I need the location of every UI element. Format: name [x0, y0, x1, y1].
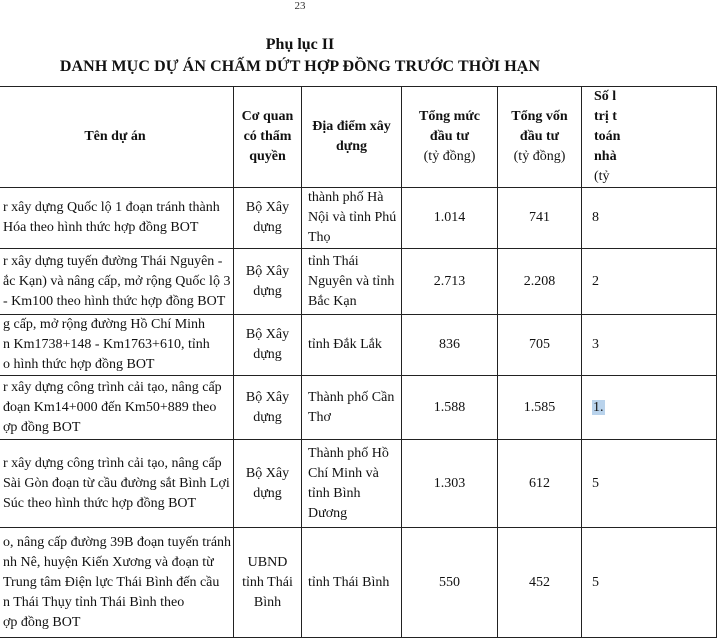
text-line: o, nâng cấp đường 39B đoạn tuyến tránh: [3, 534, 232, 550]
cell-last: [582, 249, 717, 315]
text-line: Hóa theo hình thức hợp đồng BOT: [3, 220, 199, 235]
text-line: n Thái Thụy tỉnh Thái Bình theo: [3, 594, 185, 610]
cell-location: [302, 528, 402, 638]
table-row: [0, 315, 717, 376]
text-line: Bộ Xây: [245, 327, 290, 342]
header-project-name: [0, 87, 234, 188]
document-title: DANH MỤC DỰ ÁN CHẤM DỨT HỢP ĐỒNG TRƯỚC THỜI HẠN: [59, 58, 541, 75]
cell-total-capital: 612: [498, 440, 582, 528]
cell-location: [302, 440, 402, 528]
text-line: tỉnh Thái: [308, 253, 359, 269]
header-text: dựng: [336, 139, 367, 154]
text-line: o hình thức hợp đồng BOT: [3, 357, 155, 372]
cell-last: [582, 315, 717, 376]
text-line: Chí Minh và: [308, 465, 379, 481]
header-text: đầu tư: [429, 129, 470, 144]
text-line: ắc Kạn) và nâng cấp, mở rộng Quốc lộ 3: [3, 273, 231, 289]
table-row: [0, 440, 717, 528]
text-line: Trung tâm Điện lực Thái Bình đến cầu: [3, 574, 220, 590]
header-text: quyền: [249, 149, 286, 164]
cell-total-capital: 452: [498, 528, 582, 638]
cell-total-investment: 1.014: [402, 188, 498, 249]
text-line: tỉnh Thái: [242, 574, 293, 590]
text-line: Bộ Xây: [245, 389, 290, 405]
text-line: nh Nê, huyện Kiến Xương và đoạn từ: [3, 554, 214, 570]
text-line: đoạn Km14+000 đến Km50+889 theo: [3, 399, 217, 415]
cell-authority: [234, 440, 302, 528]
header-text: đầu tư: [519, 129, 560, 144]
text-line: Bộ Xây: [245, 263, 290, 279]
cell-total-investment: 2.713: [402, 249, 498, 315]
header-text: Địa điểm xây: [312, 119, 391, 134]
text-line: dựng: [253, 220, 282, 235]
table-row: [0, 528, 717, 638]
cell-location: [302, 249, 402, 315]
text-line: Súc theo hình thức hợp đồng BOT: [3, 495, 197, 511]
cell-total-capital: 741: [498, 188, 582, 249]
text-line: tỉnh Bình: [308, 485, 361, 501]
header-project-name-text: Tên dự án: [84, 129, 146, 144]
cell-total-capital: 705: [498, 315, 582, 376]
text-line: r xây dựng tuyến đường Thái Nguyên -: [3, 253, 223, 269]
cell-location: [302, 315, 402, 376]
text-line: Thọ: [308, 230, 331, 245]
cell-total-investment: 1.588: [402, 376, 498, 440]
highlighted-value: 1.: [593, 399, 604, 415]
text-line: 5: [592, 574, 599, 590]
text-line: Bình: [253, 594, 282, 610]
header-text: Tổng vốn: [511, 109, 568, 124]
text-line: Thành phố Cần: [308, 389, 395, 405]
header-text: (tỷ: [594, 169, 610, 184]
table-row: [0, 188, 717, 249]
text-line: Dương: [308, 505, 348, 521]
text-line: r xây dựng công trình cải tạo, nâng cấp: [3, 379, 222, 395]
table-row: [0, 249, 717, 315]
header-location: [302, 87, 402, 188]
text-line: Bộ Xây: [245, 465, 290, 481]
cell-project-name: [0, 315, 234, 376]
text-line: 3: [592, 337, 599, 352]
text-line: 5: [592, 475, 599, 491]
header-text: toán: [594, 129, 621, 144]
cell-last: [582, 376, 717, 440]
cell-total-capital: 1.585: [498, 376, 582, 440]
header-text: nhà: [594, 149, 617, 164]
text-line: g cấp, mở rộng đường Hồ Chí Minh: [3, 317, 206, 332]
cell-project-name: [0, 440, 234, 528]
cell-authority: [234, 528, 302, 638]
cell-total-investment: 1.303: [402, 440, 498, 528]
text-line: Sài Gòn đoạn từ cầu đường sắt Bình Lợi: [3, 475, 230, 491]
text-line: tỉnh Thái Bình: [308, 574, 390, 590]
cell-last: [582, 528, 717, 638]
appendix-label: Phụ lục II: [265, 36, 335, 53]
text-line: Bắc Kạn: [308, 293, 357, 309]
text-line: 8: [592, 210, 599, 225]
header-unit: (tỷ đồng): [423, 149, 476, 164]
table-viewport: [0, 86, 621, 630]
cell-total-investment: 550: [402, 528, 498, 638]
table-row: [0, 376, 717, 440]
header-total-capital: [498, 87, 582, 188]
text-line: Nguyên và tỉnh: [308, 273, 395, 289]
text-line: ợp đồng BOT: [3, 419, 81, 435]
text-line: Thơ: [308, 409, 331, 425]
cell-project-name: [0, 528, 234, 638]
cell-total-investment: 836: [402, 315, 498, 376]
header-text: Số l: [594, 89, 617, 104]
header-total-investment: [402, 87, 498, 188]
header-authority: [234, 87, 302, 188]
header-text: Cơ quan: [241, 109, 294, 124]
cell-location: [302, 188, 402, 249]
header-text: trị t: [594, 109, 617, 124]
header-last-column: [582, 87, 717, 188]
header-text: có thẩm: [243, 129, 292, 144]
text-line: ợp đồng BOT: [3, 614, 81, 630]
cell-authority: [234, 188, 302, 249]
header-text: Tổng mức: [419, 109, 480, 124]
cell-project-name: [0, 249, 234, 315]
text-line: r xây dựng Quốc lộ 1 đoạn tránh thành: [3, 200, 220, 215]
text-line: dựng: [253, 485, 282, 501]
cell-last: [582, 188, 717, 249]
cell-project-name: [0, 376, 234, 440]
text-line: dựng: [253, 283, 282, 299]
table-header-row: [0, 87, 717, 188]
text-line: Nội và tỉnh Phú: [308, 210, 397, 225]
cell-authority: [234, 249, 302, 315]
cell-authority: [234, 315, 302, 376]
header-unit: (tỷ đồng): [513, 149, 566, 164]
projects-table: [0, 86, 717, 638]
cell-last: [582, 440, 717, 528]
text-line: UBND: [247, 554, 288, 570]
text-line: - Km100 theo hình thức hợp đồng BOT: [3, 293, 226, 309]
text-line: Bộ Xây: [245, 200, 290, 215]
cell-total-capital: 2.208: [498, 249, 582, 315]
text-line: thành phố Hà: [308, 190, 384, 205]
cell-authority: [234, 376, 302, 440]
cell-project-name: [0, 188, 234, 249]
text-line: n Km1738+148 - Km1763+610, tỉnh: [3, 337, 210, 352]
text-line: 2: [592, 273, 599, 289]
text-line: Thành phố Hồ: [308, 445, 389, 461]
text-line: r xây dựng công trình cải tạo, nâng cấp: [3, 455, 222, 471]
text-line: tỉnh Đắk Lắk: [308, 337, 382, 352]
text-line: dựng: [253, 409, 282, 425]
cell-location: [302, 376, 402, 440]
text-line: dựng: [253, 347, 282, 362]
page-number: 23: [294, 0, 306, 12]
